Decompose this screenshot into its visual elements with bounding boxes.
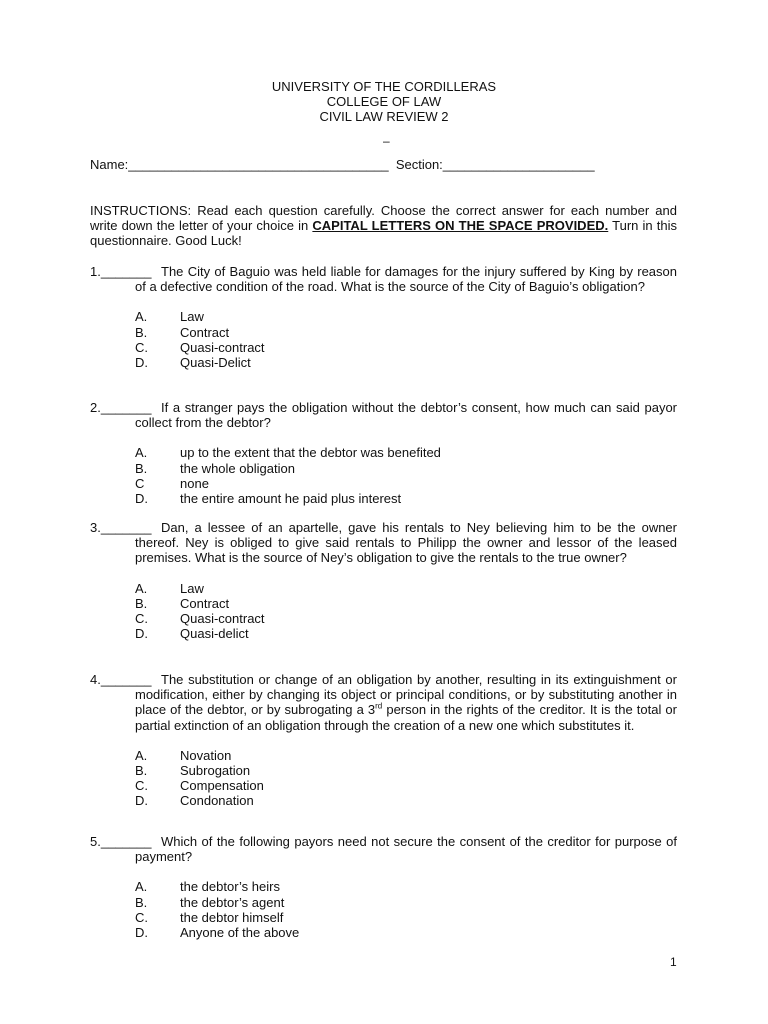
question-text: Which of the following payors need not secure the consent of the creditor for purpose of payment? (135, 834, 677, 865)
question-5 (90, 834, 677, 940)
header-dash: – (383, 134, 390, 148)
choice-list (90, 748, 677, 809)
choice-letter: B. (135, 894, 148, 910)
choice-letter: B. (135, 763, 148, 778)
ordinal-suffix: rd (375, 702, 383, 712)
course-title: CIVIL LAW REVIEW 2 (319, 109, 449, 125)
choice-c (135, 611, 677, 626)
question-text: If a stranger pays the obligation without the debtor’s consent, how much can said payor collect from the debtor? (135, 400, 677, 431)
choice-letter: A. (135, 879, 148, 895)
choice-text: Law (180, 580, 204, 596)
choice-letter: B. (135, 324, 148, 340)
question-text (135, 672, 677, 733)
choice-letter: C. (135, 909, 148, 925)
choice-text: Contract (180, 595, 230, 611)
question-4 (90, 672, 677, 809)
choice-list (90, 879, 677, 940)
choice-text: the entire amount he paid plus interest (180, 490, 402, 506)
choice-c (135, 340, 677, 355)
question-number-blank: 1._______ (90, 264, 152, 279)
choice-letter: A. (135, 445, 148, 461)
choice-letter: A. (135, 309, 148, 325)
choice-list (90, 445, 677, 506)
choice-b (135, 596, 677, 611)
choice-letter: C. (135, 778, 148, 794)
question-number-blank: 2._______ (90, 400, 152, 415)
choice-d (135, 355, 677, 370)
choice-text: the debtor’s agent (180, 894, 285, 910)
choice-text: none (180, 475, 209, 491)
choice-a (135, 445, 677, 460)
choice-c (135, 476, 677, 491)
choice-a (135, 879, 677, 894)
name-blank: ____________________________________ (128, 157, 389, 172)
choice-text: Quasi-delict (180, 626, 249, 642)
name-section-line (90, 157, 690, 172)
question-text-part: person in the rights of the creditor. It is the total or partial extinction of an obligation through the creation of a new one which substitutes it. (135, 702, 677, 733)
section-label: Section: (395, 157, 443, 172)
choice-text: Compensation (180, 778, 264, 794)
choice-letter: C. (135, 610, 148, 626)
instructions-label: INSTRUCTIONS: (90, 203, 192, 218)
choice-c (135, 910, 677, 925)
choice-letter: D. (135, 924, 148, 940)
choice-d (135, 793, 677, 808)
instructions-emphasis: CAPITAL LETTERS ON THE SPACE PROVIDED. (312, 218, 609, 234)
choice-letter: B. (135, 595, 148, 611)
choice-letter: C. (135, 339, 148, 355)
choice-a (135, 309, 677, 324)
document-header (0, 79, 768, 125)
choice-b (135, 325, 677, 340)
choice-text: Quasi-contract (180, 610, 265, 626)
choice-letter: A. (135, 580, 148, 596)
choice-text: Law (180, 309, 204, 325)
choice-d (135, 925, 677, 940)
question-3 (90, 520, 677, 641)
choice-text: up to the extent that the debtor was benefited (180, 445, 441, 461)
choice-b (135, 763, 677, 778)
choice-list (90, 309, 677, 370)
choice-list (90, 581, 677, 642)
question-text-part: The substitution or change of an obligation by another, resulting in its extinguishment or modification, either by changing its object or principal conditions, or by substituting another in place of the debtor, or by subrogating a 3 (135, 672, 677, 718)
college-name: COLLEGE OF LAW (326, 94, 442, 110)
name-label: Name: (90, 157, 129, 172)
choice-text: Quasi-contract (180, 339, 265, 355)
choice-text: Novation (180, 747, 232, 763)
choice-text: Anyone of the above (180, 924, 300, 940)
instructions-text: Read each question carefully. Choose the correct answer for each number and write down the letter of your choice in (90, 203, 677, 234)
question-stem (90, 672, 677, 733)
question-text: The City of Baguio was held liable for damages for the injury suffered by King by reason of a defective condition of the road. What is the source of the City of Baguio’s obligation? (135, 264, 677, 295)
choice-b (135, 461, 677, 476)
choice-a (135, 748, 677, 763)
question-stem (90, 834, 677, 864)
choice-text: the debtor’s heirs (180, 879, 280, 895)
choice-letter: D. (135, 490, 148, 506)
choice-letter: D. (135, 354, 148, 370)
choice-text: the whole obligation (180, 460, 295, 476)
choice-text: Contract (180, 324, 230, 340)
choice-d (135, 626, 677, 641)
question-text: Dan, a lessee of an apartelle, gave his rentals to Ney believing him to be the owner thereof. Ney is obliged to give said rentals to Philipp the owner and lessor of the leased premises. What is the source of Ney’s obligation to give the rentals to the true owner? (135, 520, 677, 566)
question-number-blank: 5._______ (90, 834, 152, 849)
question-1 (90, 264, 677, 370)
question-stem (90, 264, 677, 294)
choice-text: Quasi-Delict (180, 354, 251, 370)
choice-letter: D. (135, 626, 148, 642)
choice-a (135, 581, 677, 596)
choice-letter: C (135, 475, 145, 491)
choice-letter: A. (135, 747, 148, 763)
choice-text: Subrogation (180, 763, 251, 778)
choice-d (135, 491, 677, 506)
choice-c (135, 778, 677, 793)
section-blank: _____________________ (442, 157, 595, 172)
university-name: UNIVERSITY OF THE CORDILLERAS (271, 79, 497, 94)
instructions (90, 203, 677, 249)
choice-b (135, 895, 677, 910)
question-number-blank: 3._______ (90, 520, 152, 535)
choice-letter: B. (135, 460, 148, 476)
question-number-blank: 4._______ (90, 672, 152, 687)
question-stem (90, 520, 677, 566)
question-stem (90, 400, 677, 430)
instructions-closing: Turn in this questionnaire. Good Luck! (90, 218, 678, 249)
page-number: 1 (670, 955, 677, 969)
choice-letter: D. (135, 793, 148, 809)
choice-text: Condonation (180, 793, 254, 809)
question-2 (90, 400, 677, 506)
choice-text: the debtor himself (180, 909, 284, 925)
